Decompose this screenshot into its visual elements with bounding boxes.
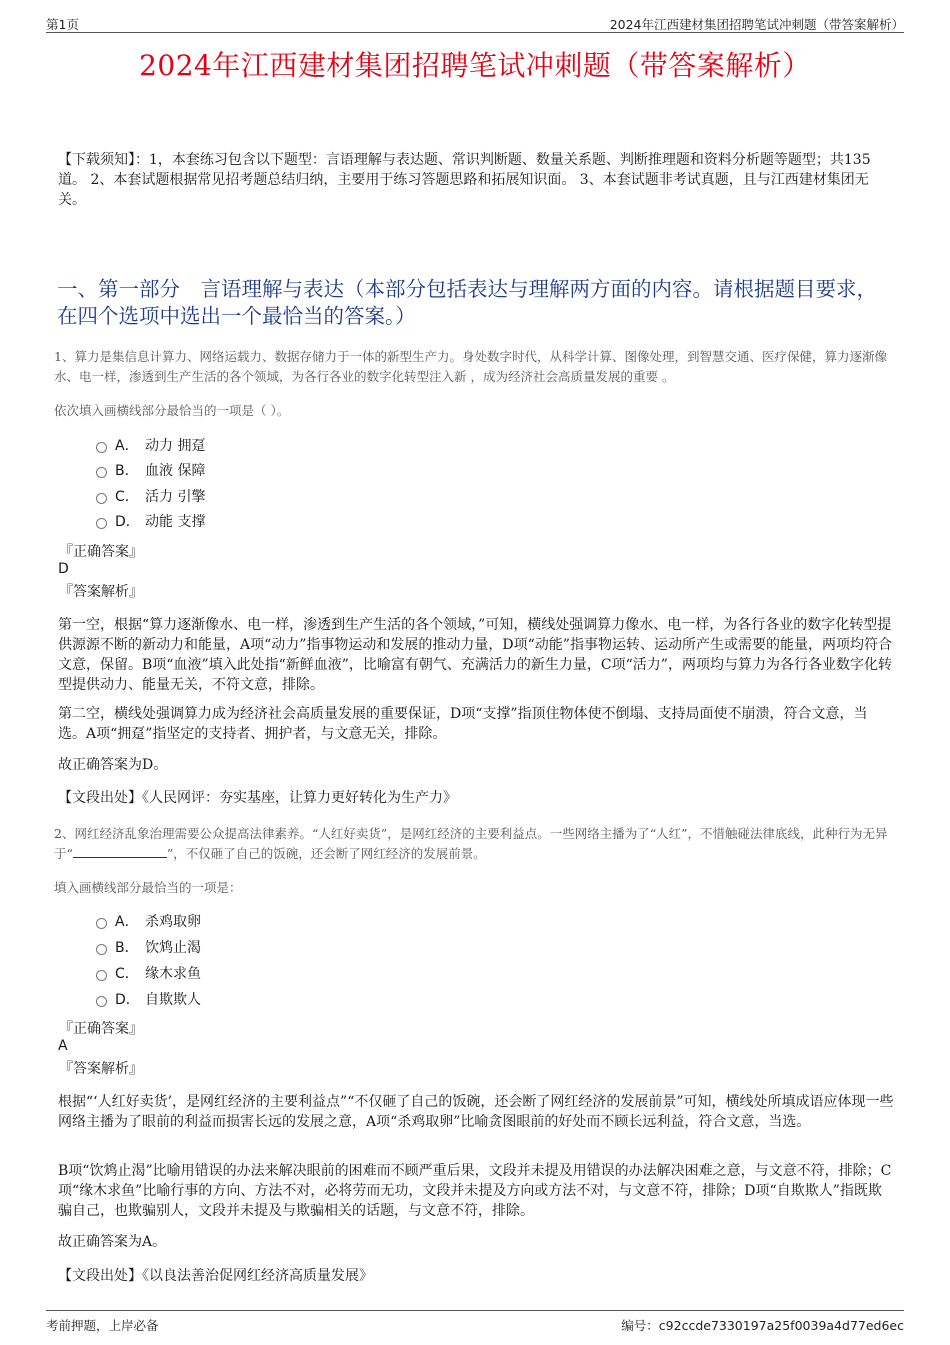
download-notice: 【下载须知】：1，本套练习包含以下题型：言语理解与表达题、常识判断题、数量关系题、判断推理题和资料分析题等题型；共135道。 2、本套试题根据常见招考题总结归纳，主要用于练习答题思路和拓展知识面。 3、本套试题非考试真题，且与江西建材集团无关。 <box>58 152 871 208</box>
q2-option-c[interactable]: C． 缘木求鱼 <box>96 964 201 984</box>
q2-option-d[interactable]: D． 自欺欺人 <box>96 990 201 1010</box>
q1-option-d[interactable]: D． 动能 支撑 <box>96 512 205 532</box>
question-2-prompt: 填入画横线部分最恰当的一项是： <box>54 880 242 895</box>
question-2-text: 2、网红经济乱象治理需要公众提高法律素养。“人红好卖货”，是网红经济的主要利益点。一些网络主播为了“人红”，不惜触碰法律底线，此种行为无异于“ ”，不仅砸了自己的饭碗，还会断了网红经济的发展前景。 <box>54 826 888 861</box>
q2-analysis-label: 『答案解析』 <box>59 1061 143 1077</box>
q1-analysis-paragraph-1: 第一空，根据“算力逐渐像水、电一样，渗透到生产生活的各个领域，”可知，横线处强调算力像水、电一样，为各行各业的数字化转型提供源源不断的新动力和能量，A项“动力”指事物运动和发展的推动力量，D项“动能”指事物运转、运动所产生或需要的能量，两项均符合文意，保留。B项“血液”填入此处指“新鲜血液”，比喻富有朝气、充满活力的新生力量，C项“活力”，两项均与算力为各行各业数字化转型提供动力、能量无关，不符文意，排除。 <box>58 617 892 693</box>
radio-icon[interactable] <box>96 467 107 478</box>
document-title: 2024年江西建材集团招聘笔试冲刺题（带答案解析） <box>139 49 811 82</box>
q1-option-b[interactable]: B． 血液 保障 <box>96 461 205 481</box>
radio-icon[interactable] <box>96 944 107 955</box>
header-doc-name: 2024年江西建材集团招聘笔试冲刺题（带答案解析） <box>609 17 904 32</box>
question-1-text: 1、算力是集信息计算力、网络运载力、数据存储力于一体的新型生产力。身处数字时代，从科学计算、图像处理，到智慧交通、医疗保健，算力逐渐像水、电一样，渗透到生产生活的各个领域，为各行各业的数字化转型注入新 ，成为经济社会高质量发展的重要 。 <box>54 349 887 384</box>
q1-correct-answer-label: 『正确答案』 <box>59 544 143 560</box>
q1-analysis-label: 『答案解析』 <box>59 584 143 600</box>
q2-option-a[interactable]: A． 杀鸡取卵 <box>96 912 201 932</box>
page-number: 第1页 <box>46 17 79 32</box>
q1-source: 【文段出处】《人民网评：夯实基座，让算力更好转化为生产力》 <box>58 790 457 806</box>
radio-icon[interactable] <box>96 996 107 1007</box>
q1-conclusion: 故正确答案为D。 <box>58 757 168 773</box>
q2-analysis-paragraph-1: 根据“‘人红好卖货’，是网红经济的主要利益点”“不仅砸了自己的饭碗，还会断了网红经济的发展前景”可知，横线处所填成语应体现一些网络主播为了眼前的利益而损害长远的发展之意，A项“杀鸡取卵”比喻贪图眼前的好处而不顾长远利益，符合文意，当选。 <box>58 1094 894 1130</box>
q2-conclusion: 故正确答案为A。 <box>58 1234 167 1250</box>
page-header <box>46 10 904 33</box>
q2-source: 【文段出处】《以良法善治促网红经济高质量发展》 <box>58 1268 373 1284</box>
document-id: 编号：c92ccde7330197a25f0039a4d77ed6ec <box>621 1318 904 1333</box>
question-1-prompt: 依次填入画横线部分最恰当的一项是（ ）。 <box>54 403 290 418</box>
q2-analysis-paragraph-2: B项“饮鸩止渴”比喻用错误的办法来解决眼前的困难而不顾严重后果，文段并未提及用错误的办法解决困难之意，与文意不符，排除；C项“缘木求鱼”比喻行事的方向、方法不对，必将劳而无功，文段并未提及方向或方法不对，与文意不符，排除；D项“自欺欺人”指既欺骗自己，也欺骗别人，文段并未提及与欺骗相关的话题，与文意不符，排除。 <box>58 1163 892 1219</box>
q1-option-c[interactable]: C． 活力 引擎 <box>96 487 205 507</box>
q1-analysis-paragraph-2: 第二空，横线处强调算力成为经济社会高质量发展的重要保证，D项“支撑”指顶住物体使不倒塌、支持局面使不崩溃，符合文意，当选。A项“拥趸”指坚定的支持者、拥护者，与文意无关，排除。 <box>58 706 868 742</box>
radio-icon[interactable] <box>96 493 107 504</box>
radio-icon[interactable] <box>96 970 107 981</box>
radio-icon[interactable] <box>96 442 107 453</box>
footer-slogan: 考前押题，上岸必备 <box>46 1318 159 1333</box>
q2-correct-answer-label: 『正确答案』 <box>59 1021 143 1037</box>
q2-option-b[interactable]: B． 饮鸩止渴 <box>96 938 201 958</box>
fill-in-blank <box>73 845 167 858</box>
q2-answer: A <box>58 1038 68 1054</box>
q1-answer: D <box>58 561 69 577</box>
page-footer <box>46 1310 904 1333</box>
radio-icon[interactable] <box>96 518 107 529</box>
q1-option-a[interactable]: A． 动力 拥趸 <box>96 436 205 456</box>
radio-icon[interactable] <box>96 918 107 929</box>
section-heading: 一、第一部分 言语理解与表达（本部分包括表达与理解两方面的内容。请根据题目要求，在四个选项中选出一个最恰当的答案。） <box>57 277 877 328</box>
